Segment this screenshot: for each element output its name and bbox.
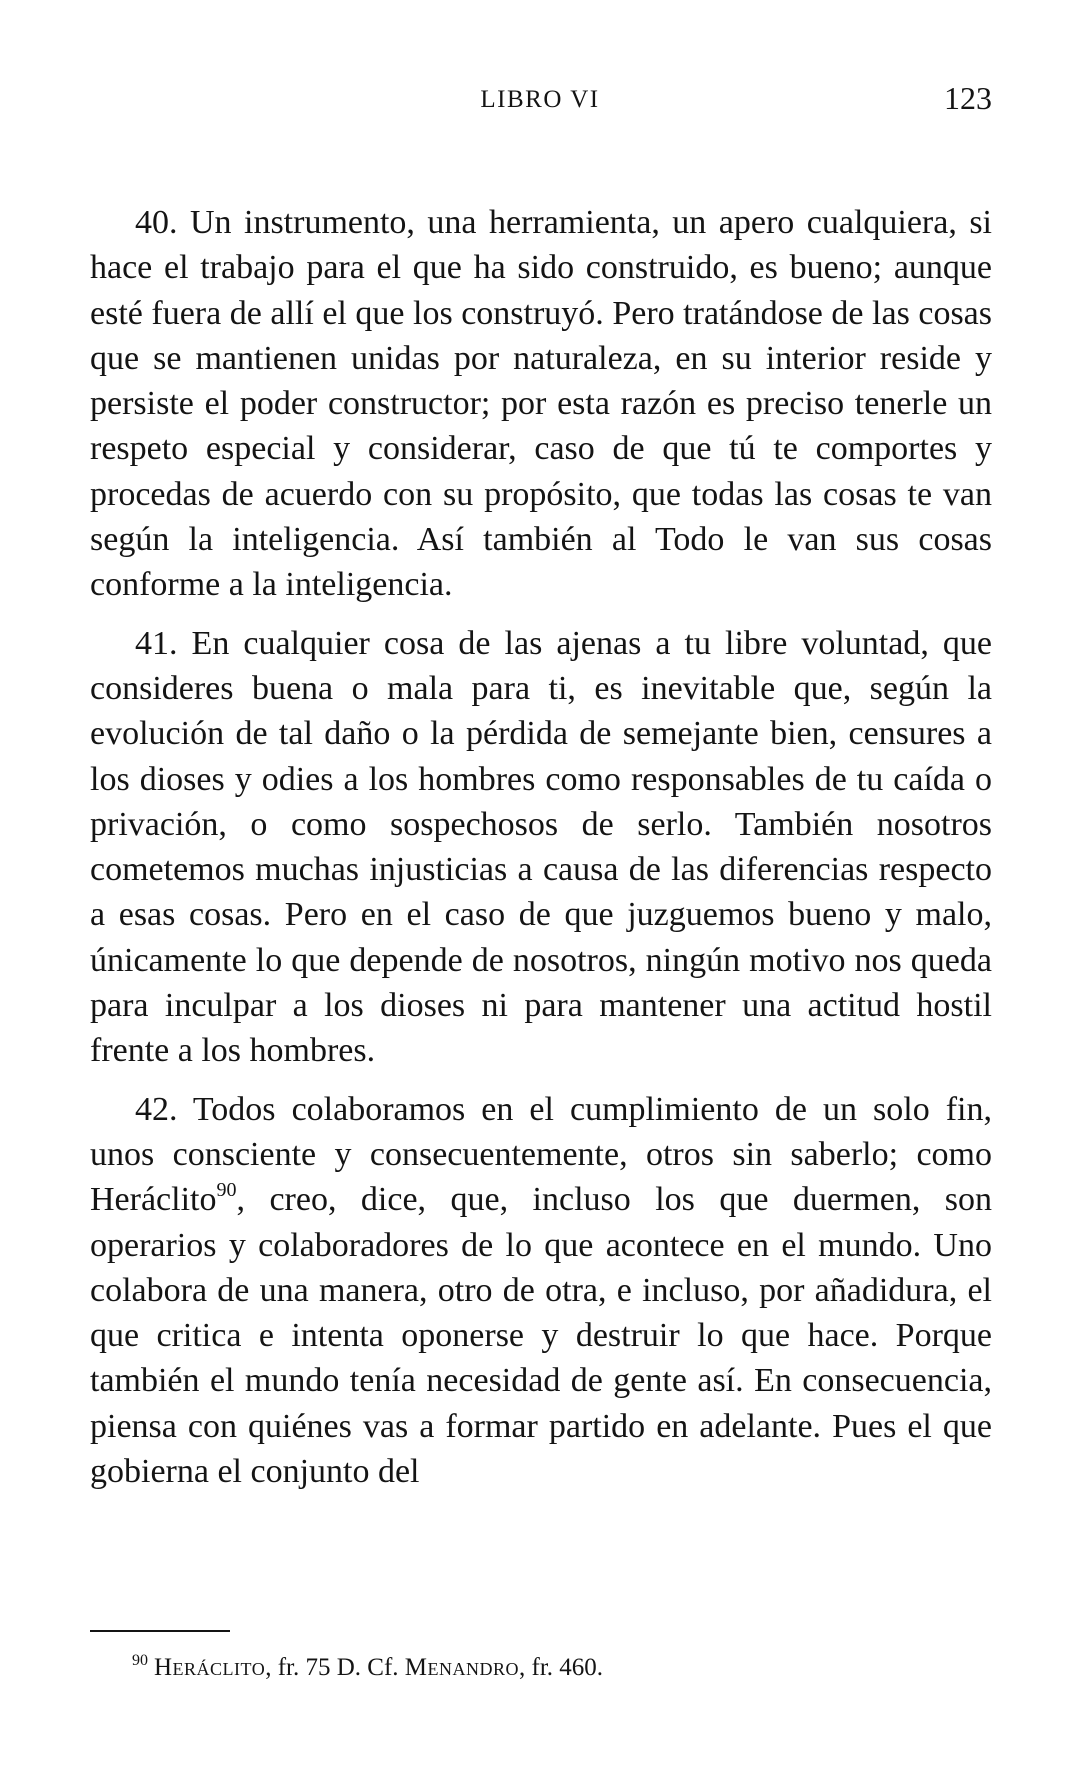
paragraph-text: Todos colaboramos en el cumplimiento de un solo fin, unos consciente y consecuentemente, otros sin saberlo; como Heráclito	[90, 1090, 992, 1219]
paragraph-41	[90, 621, 992, 1074]
running-head	[0, 80, 1080, 120]
paragraph-40	[90, 200, 992, 608]
paragraph-number: 40.	[135, 204, 178, 241]
running-title: LIBRO VI	[480, 86, 600, 113]
footnote-marker: 90	[132, 1652, 148, 1669]
footnote-reference: 90	[216, 1179, 237, 1202]
paragraph-number: 42.	[135, 1090, 178, 1128]
footnote-divider	[90, 1630, 230, 1632]
footnote-author: Menandro	[404, 1654, 520, 1681]
footnote-citation: , fr. 75 D. Cf.	[265, 1654, 405, 1681]
paragraph-text: Un instrumento, una herramienta, un apero cualquiera, si hace el trabajo para el que ha sido construido, es bueno; aunque esté fuera de allí el que los construyó. Pero tratándose de las cosas que se mantienen unidas por naturaleza, en su interior reside y persiste el poder constructor; por esta razón es preciso tenerle un respeto especial y considerar, caso de que tú te comportes y procedas de acuerdo con su propósito, que todas las cosas te van según la inteligencia. Así también al Todo le van sus cosas conforme a la inteligencia.	[90, 204, 992, 604]
footnote-citation: , fr. 460.	[519, 1654, 604, 1681]
footnote	[132, 1654, 603, 1682]
page-number: 123	[944, 80, 992, 116]
paragraph-number: 41.	[135, 624, 178, 662]
paragraph-text: En cualquier cosa de las ajenas a tu libre voluntad, que consideres buena o mala para ti, es inevitable que, según la evolución de tal daño o la pérdida de semejante bien, censures a los dioses y odies a los hombres como responsables de tu caída o privación, o como sospechosos de serlo. También nosotros cometemos muchas injusticias a causa de las diferencias respecto a esas cosas. Pero en el caso de que juzguemos bueno y malo, únicamente lo que depende de nosotros, ningún motivo nos queda para inculpar a los dioses ni para mantener una actitud hostil frente a los hombres.	[90, 624, 992, 1070]
body-text	[90, 200, 992, 1494]
footnote-author: Heráclito	[154, 1654, 266, 1681]
paragraph-text-continued: , creo, dice, que, incluso los que duermen, son operarios y colaboradores de lo que acontece en el mundo. Uno colabora de una manera, otro de otra, e incluso, por añadidura, el que critica e intenta oponerse y destruir lo que hace. Porque también el mundo tenía necesidad de gente así. En consecuencia, piensa con quiénes vas a formar partido en adelante. Pues el que gobierna el conjunto del	[90, 1181, 992, 1491]
paragraph-42	[90, 1087, 992, 1495]
